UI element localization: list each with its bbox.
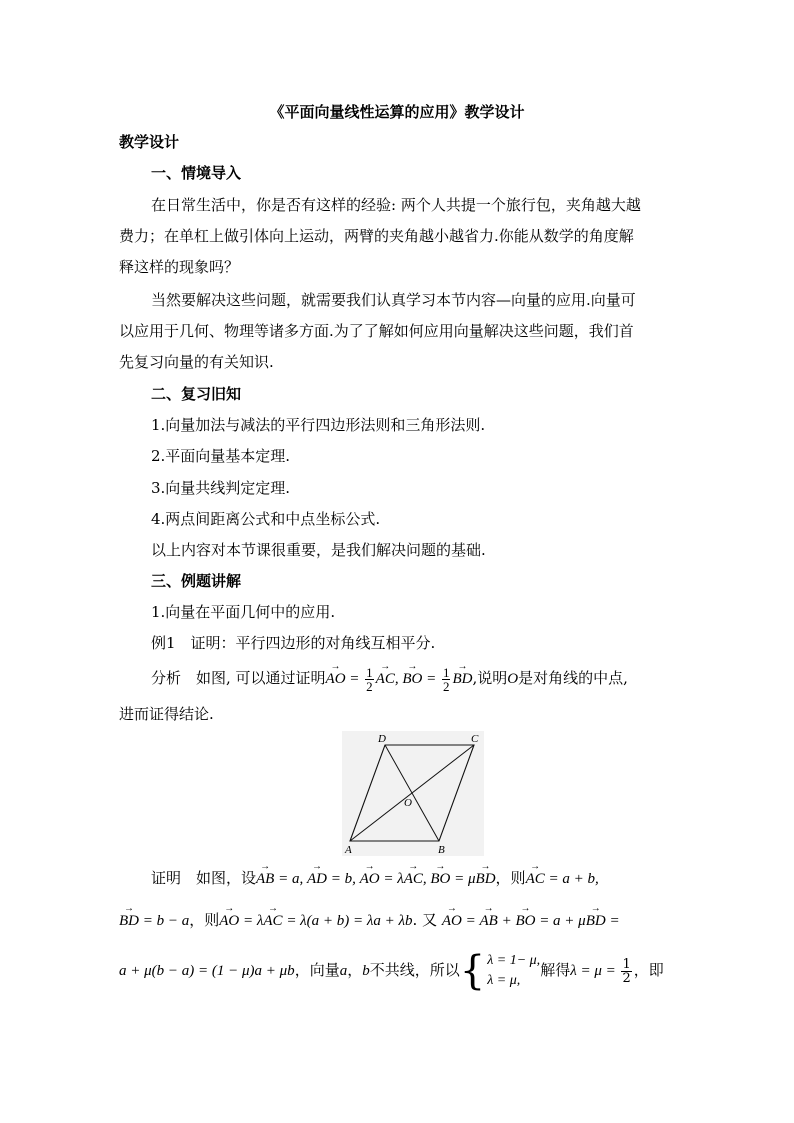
analysis-text-a: 分析 如图, 可以通过证明 [151, 669, 326, 687]
frac-num: 1 [622, 956, 631, 972]
system-eq-1: λ = 1− μ, [487, 953, 541, 968]
vec-a: a [339, 963, 348, 979]
vector-AD: → AD [307, 867, 327, 891]
s1-p2-line2: 以应用于几何、物理等诸多方面.为了了解如何应用向量解决这些问题，我们首 [119, 322, 634, 340]
ao-lambda: = λ [379, 871, 404, 887]
proof-formula-1 [256, 871, 496, 887]
comma: , [422, 871, 431, 887]
proof-l2-text-b: . 又 [412, 911, 438, 929]
vector-BD: → BD [586, 909, 606, 933]
point-O: O [507, 671, 519, 687]
bd-diff [119, 913, 189, 929]
s1-p1-line2: 费力；在单杠上做引体向上运动，两臂的夹角越小越省力.你能从数学的角度解 [119, 227, 634, 245]
section-heading-design: 教学设计 [119, 133, 180, 151]
section-3-heading: 三、例题讲解 [151, 572, 242, 590]
label-D: D [378, 733, 386, 745]
s1-p1-line3: 释这样的现象吗？ [119, 258, 240, 276]
frac-den: 2 [366, 679, 373, 695]
s1-p2-line1: 当然要解决这些问题，就需要我们认真学习本节内容—向量的应用.向量可 [151, 291, 636, 309]
ad-def: = b, [326, 871, 360, 887]
lambda-mu-eq: λ = μ = [570, 963, 620, 979]
vector-BD: → BD [452, 665, 472, 693]
label-B: B [438, 844, 445, 856]
system-brace: { [459, 948, 486, 994]
bo-mu: = μ [450, 871, 476, 887]
review-item-4: 4.两点间距离公式和中点坐标公式. [151, 510, 381, 528]
section-2-heading: 二、复习旧知 [151, 385, 242, 403]
frac-den: 2 [622, 970, 631, 986]
proof-l2-text-a: ，则 [189, 911, 220, 929]
subsection-1: 1.向量在平面几何中的应用. [151, 603, 336, 621]
label-C: C [471, 733, 479, 745]
ao-sum-expansion: = a + μ [535, 913, 586, 929]
vector-AC: → AC [526, 867, 545, 891]
vector-BO: → BO [430, 867, 450, 891]
ab-def: = a, [274, 871, 307, 887]
eq-sign: = [345, 671, 364, 687]
vector-BO: → BO [515, 909, 535, 933]
eq-sign: = [422, 671, 440, 687]
figure-background [342, 731, 484, 856]
proof-text-b: ，则 [495, 869, 526, 887]
review-item-2: 2.平面向量基本定理. [151, 447, 291, 465]
expansion-expr: a + μ(b − a) = (1 − μ)a + μb [119, 963, 295, 979]
proof-l3-text-a: ，向量 [294, 961, 340, 979]
eq-end: = [605, 913, 620, 929]
review-item-3: 3.向量共线判定定理. [151, 479, 291, 497]
vector-AC: → AC [376, 665, 395, 693]
s1-p1-line1: 在日常生活中，你是否有这样的经验: 两个人共提一个旅行包，夹角越大越 [151, 196, 641, 214]
ac-eq: = a + b, [544, 871, 599, 887]
ao-chain [219, 913, 412, 929]
analysis-text-c: 是对角线的中点, [518, 669, 628, 687]
proof-text-a: 证明 如图，设 [151, 869, 257, 887]
vector-AC: → AC [404, 867, 423, 891]
vector-AB: → AB [256, 867, 274, 891]
ac-sum [526, 871, 599, 887]
vector-AO: → AO [442, 909, 462, 933]
system-eq-2: λ = μ, [487, 973, 521, 988]
ao-chain-eq: = λ [239, 913, 264, 929]
frac-den: 2 [442, 679, 450, 695]
comma-cn: ， [347, 961, 363, 979]
document-title: 《平面向量线性运算的应用》教学设计 [269, 103, 525, 121]
eq: = [461, 913, 480, 929]
bd-eq: = b − a [139, 913, 190, 929]
vector-BD: → BD [119, 909, 139, 933]
vector-AO: → AO [360, 867, 380, 891]
proof-l3-text-d: ，即 [633, 961, 664, 979]
vector-AB: → AB [479, 909, 497, 933]
analysis-line-2: 进而证得结论. [119, 705, 214, 723]
vector-AC: → AC [263, 909, 282, 933]
analysis-formula [325, 665, 473, 695]
analysis-line [151, 664, 628, 693]
comma: , [394, 671, 403, 687]
vector-BO: → BO [402, 665, 422, 693]
vector-BD: → BD [476, 867, 496, 891]
label-O: O [404, 797, 412, 809]
s1-p2-line3: 先复习向量的有关知识. [119, 353, 274, 371]
fraction-half-2 [442, 666, 451, 693]
proof-line-3 [119, 948, 664, 996]
section-1-heading: 一、情境导入 [151, 164, 242, 182]
parallelogram-figure [342, 731, 484, 856]
label-A: A [345, 844, 352, 856]
proof-l3-text-b: 不共线，所以 [369, 961, 460, 979]
proof-line-2 [119, 908, 620, 933]
analysis-text-b: ,说明 [472, 669, 508, 687]
frac-num: 1 [442, 665, 450, 681]
example-1: 例1 证明：平行四边形的对角线互相平分. [151, 634, 436, 652]
ao-sum [442, 913, 620, 929]
equation-system [487, 951, 540, 991]
review-item-1: 1.向量加法与减法的平行四边形法则和三角形法则. [151, 416, 486, 434]
proof-line-1 [151, 866, 599, 891]
plus: + [497, 913, 516, 929]
proof-l3-text-c: 解得 [540, 961, 571, 979]
review-note: 以上内容对本节课很重要，是我们解决问题的基础. [151, 541, 486, 559]
fraction-half-3 [621, 958, 631, 985]
vec-b: b [362, 963, 370, 979]
ao-chain-expansion: = λ(a + b) = λa + λb [282, 913, 413, 929]
frac-num: 1 [366, 665, 373, 681]
vector-AO: → AO [219, 909, 239, 933]
fraction-half-1 [365, 666, 374, 693]
vector-AO: → AO [326, 665, 346, 693]
